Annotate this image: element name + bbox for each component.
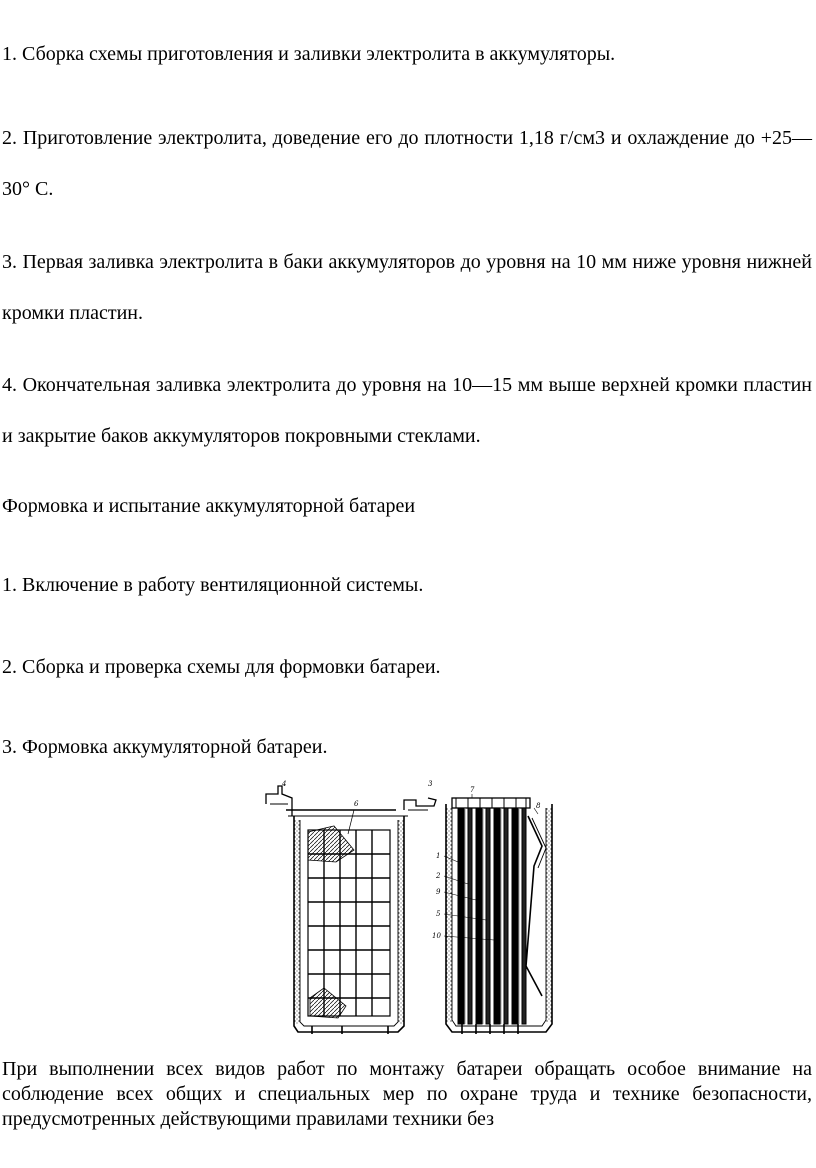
battery-cell-diagram <box>258 776 558 1038</box>
label-9: 9 <box>436 888 441 896</box>
label-4: 4 <box>282 780 287 788</box>
step-final-fill: 4. Окончательная заливка электролита до уровня на 10—15 мм выше верхней кромки пластин и закрытие баков аккумуляторов покровными стеклами. <box>2 374 812 447</box>
label-7: 7 <box>470 786 475 794</box>
step-prepare-electrolyte: 2. Приготовление электролита, доведение его до плотности 1,18 г/см3 и охлаждение до +25—30° С. <box>2 127 812 200</box>
electrode-plates <box>458 808 526 1024</box>
section-heading: Формовка и испытание аккумуляторной батареи <box>2 495 416 517</box>
label-8: 8 <box>536 802 541 810</box>
label-10: 10 <box>432 932 441 940</box>
closing-paragraph: При выполнении всех видов работ по монтажу батареи обращать особое внимание на соблюдение всех общих и специальных мер по охране труда и технике безопасности, предусмотренных действующими правилами техники без <box>2 1058 812 1130</box>
label-1: 1 <box>436 852 441 860</box>
step-assembly-electrolyte: 1. Сборка схемы приготовления и заливки электролита в аккумуляторы. <box>2 43 616 65</box>
label-3: 3 <box>428 780 433 788</box>
label-2: 2 <box>436 872 441 880</box>
step-forming: 3. Формовка аккумуляторной батареи. <box>2 736 328 758</box>
cell-side-view <box>444 794 552 1034</box>
step-ventilation: 1. Включение в работу вентиляционной системы. <box>2 574 424 596</box>
step-first-fill: 3. Первая заливка электролита в баки аккумуляторов до уровня на 10 мм ниже уровня нижней кромки пластин. <box>2 251 812 324</box>
step-forming-scheme: 2. Сборка и проверка схемы для формовки батареи. <box>2 656 441 678</box>
cell-front-view <box>266 786 436 1034</box>
label-5: 5 <box>436 910 441 918</box>
label-6: 6 <box>354 800 359 808</box>
